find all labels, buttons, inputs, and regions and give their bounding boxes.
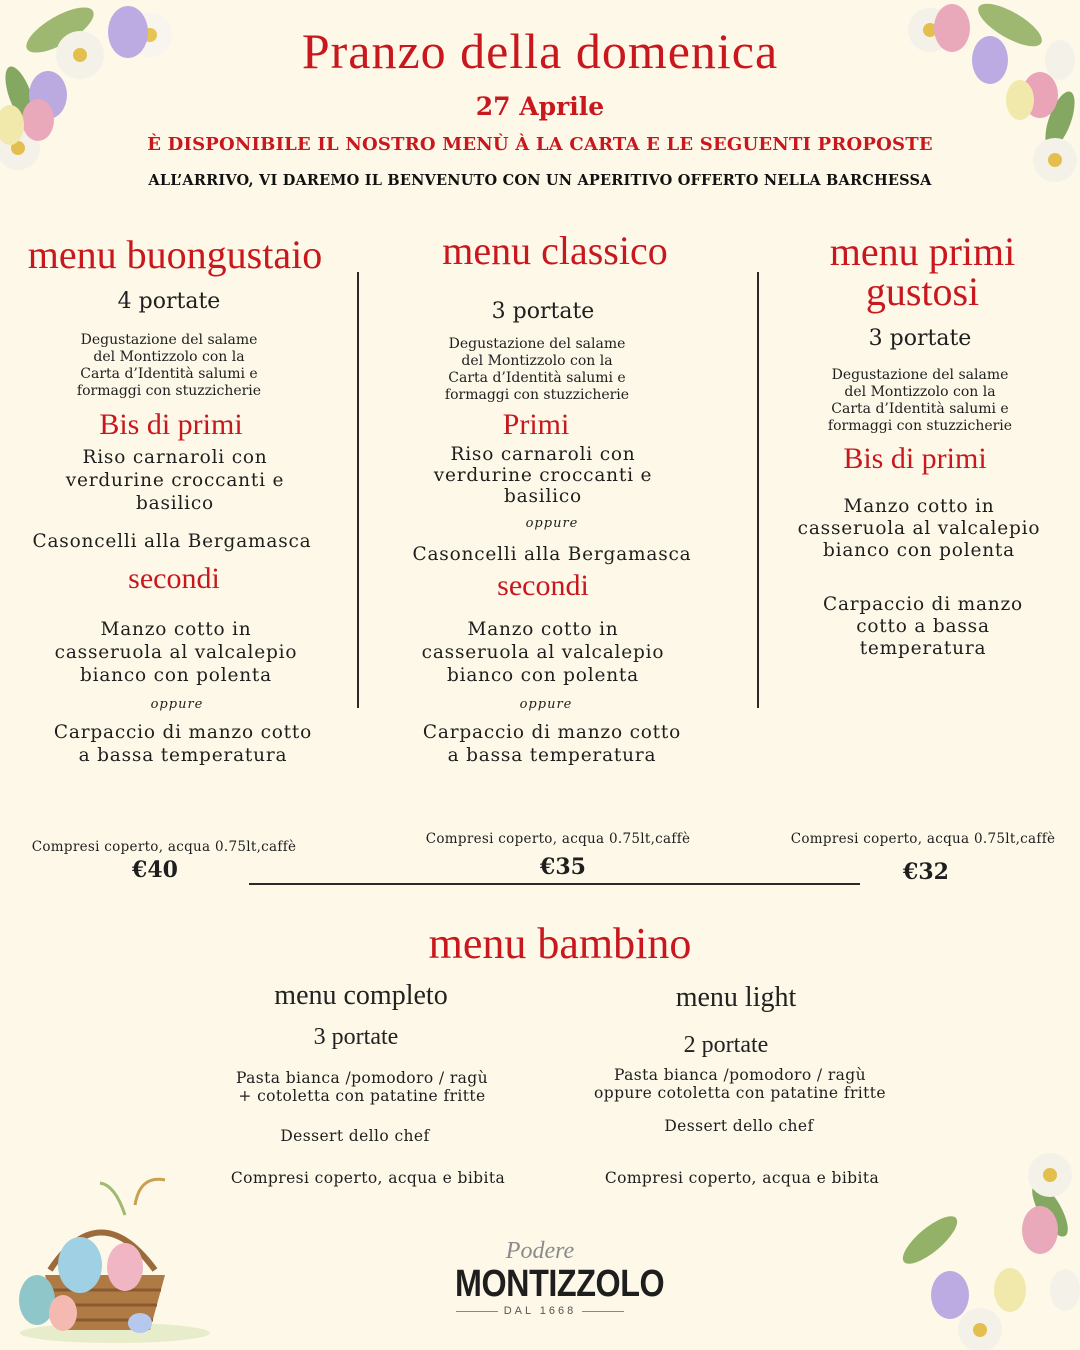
- kids-completo-dessert: Dessert dello chef: [280, 1127, 430, 1145]
- kids-light-note: Compresi coperto, acqua e bibita: [604, 1169, 880, 1187]
- menu-buongustaio-secondo-2: Carpaccio di manzo cotto a bassa temperatura: [53, 722, 313, 766]
- kids-completo-note: Compresi coperto, acqua e bibita: [230, 1169, 506, 1187]
- kids-light-portate: 2 portate: [683, 1032, 769, 1058]
- menu-buongustaio-primo-2: Casoncelli alla Bergamasca: [32, 531, 312, 552]
- kids-light-dessert: Dessert dello chef: [664, 1117, 814, 1135]
- column-divider-right: [757, 272, 759, 708]
- welcome-note: ALL’ARRIVO, VI DAREMO IL BENVENUTO CON UN APERITIVO OFFERTO NELLA BARCHESSA: [148, 172, 932, 189]
- menu-primi-gustosi-note: Compresi coperto, acqua 0.75lt,caffè: [790, 831, 1056, 847]
- menu-buongustaio-note: Compresi coperto, acqua 0.75lt,caffè: [31, 839, 297, 855]
- menu-buongustaio-primo-1: Riso carnaroli con verdurine croccanti e basilico: [65, 447, 285, 514]
- logo-name: MONTIZZOLO: [455, 1263, 665, 1305]
- kids-light-title: menu light: [675, 982, 797, 1013]
- page-title: Pranzo della domenica: [301, 23, 779, 79]
- menu-classico-primo-1: Riso carnaroli con verdurine croccanti e basilico: [433, 444, 653, 507]
- menu-classico-starter: Degustazione del salame del Montizzolo con la Carta d’Identità salumi e formaggi con stuzzicherie: [444, 336, 630, 403]
- menu-buongustaio-starter: Degustazione del salame del Montizzolo con la Carta d’Identità salumi e formaggi con stuzzicherie: [76, 332, 262, 399]
- menu-buongustaio-title: menu buongustaio: [27, 232, 323, 277]
- menu-primi-gustosi-portate: 3 portate: [868, 326, 972, 351]
- menu-primi-gustosi-primo-2: Carpaccio di manzo cotto a bassa temperatura: [823, 594, 1023, 659]
- logo-dal: DAL 1668: [440, 1305, 640, 1317]
- kids-completo-portate: 3 portate: [313, 1024, 399, 1050]
- menu-buongustaio-oppure: oppure: [150, 697, 204, 712]
- menu-classico-oppure: oppure: [519, 697, 573, 712]
- menu-buongustaio-primi-title: Bis di primi: [99, 408, 243, 441]
- menu-classico-secondo-1: Manzo cotto in casseruola al valcalepio bianco con polenta: [421, 619, 665, 686]
- page-subtitle: È DISPONIBILE IL NOSTRO MENÙ À LA CARTA E LE SEGUENTI PROPOSTE: [147, 134, 933, 155]
- menu-classico-portate: 3 portate: [491, 299, 595, 324]
- kids-menu-title: menu bambino: [428, 919, 692, 968]
- price-divider: [249, 883, 860, 885]
- menu-classico-secondi-title: secondi: [497, 569, 589, 602]
- menu-buongustaio-price: €40: [132, 857, 178, 883]
- menu-primi-gustosi-primi-title: Bis di primi: [843, 442, 987, 475]
- easter-basket-illustration: [15, 1175, 215, 1345]
- menu-classico-oppure-primi: oppure: [525, 516, 579, 531]
- menu-classico-secondo-2: Carpaccio di manzo cotto a bassa temperatura: [422, 722, 682, 766]
- menu-classico-primi-title: Primi: [502, 408, 570, 441]
- floral-egg-decoration-bottom-right: [890, 1150, 1080, 1350]
- menu-classico-note: Compresi coperto, acqua 0.75lt,caffè: [425, 831, 691, 847]
- kids-completo-title: menu completo: [274, 980, 448, 1011]
- menu-buongustaio-portate: 4 portate: [117, 289, 221, 314]
- menu-buongustaio-secondo-1: Manzo cotto in casseruola al valcalepio bianco con polenta: [54, 619, 298, 686]
- menu-classico-title: menu classico: [442, 228, 668, 273]
- menu-primi-gustosi-price: €32: [903, 859, 949, 885]
- menu-primi-gustosi-starter: Degustazione del salame del Montizzolo con la Carta d’Identità salumi e formaggi con stuzzicherie: [827, 367, 1013, 434]
- kids-completo-dishes: Pasta bianca /pomodoro / ragù + cotoletta con patatine fritte: [235, 1069, 488, 1105]
- column-divider-left: [357, 272, 359, 708]
- logo-podere: Podere: [505, 1238, 575, 1264]
- menu-classico-price: €35: [540, 854, 586, 880]
- menu-primi-gustosi-title: menu primi gustosi: [829, 229, 1016, 314]
- podere-montizzolo-logo: [440, 1238, 665, 1317]
- menu-primi-gustosi-primo-1: Manzo cotto in casseruola al valcalepio bianco con polenta: [797, 496, 1041, 561]
- kids-light-dishes: Pasta bianca /pomodoro / ragù oppure cotoletta con patatine fritte: [594, 1066, 886, 1102]
- event-date: 27 Aprile: [475, 92, 605, 121]
- menu-buongustaio-secondi-title: secondi: [128, 562, 220, 595]
- menu-classico-primo-2: Casoncelli alla Bergamasca: [412, 544, 692, 565]
